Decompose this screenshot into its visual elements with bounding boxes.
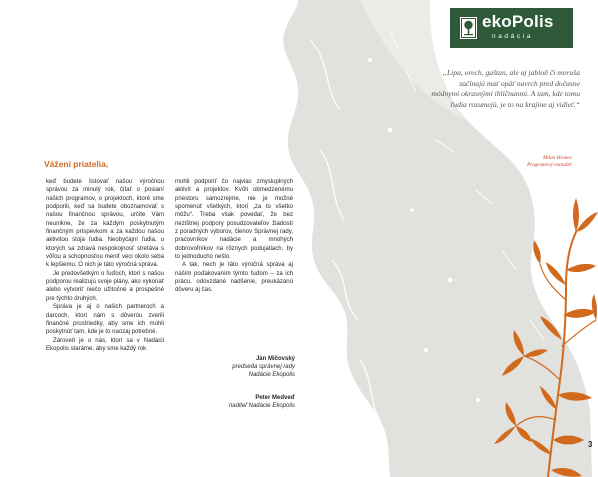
signatory-role: riaditeľ Nadácie Ekopolis: [228, 403, 295, 409]
paragraph: mohli podporiť čo najviac zmysluplných aktivít a projektov. Kvôli obmedzenému priestoru samozrejme, nie je možné spomenúť všetkých, ktorí „za to všetko môžu“. Treba však povedať, že bez nezištnej podpory posudzovateľov žiadostí z poradných výborov, členov Správnej rady, pracovníkov nadácie a mnohých dobrovoľníkov na rôznych podujatiach, by to jednoducho nešlo.: [175, 179, 293, 261]
signatory-role: predseda správnej rady: [232, 364, 295, 370]
signatory-organization: Nadácie Ekopolis: [248, 372, 295, 378]
quote-author-role: Programový manažér: [527, 162, 572, 168]
quote-author-name: Milan Hronec: [542, 155, 572, 161]
paragraph: Je predovšetkým o ľuďoch, ktorí s našou podporou realizujú svoje plány, ako vykonať alebo vytvoriť niečo užitočné a prospešné pre týchto druhých.: [46, 270, 164, 302]
paragraph: Zároveň je o nás, ktorí sa v Nadácii Ekopolis staráme, aby sme každý rok: [46, 337, 164, 352]
signatory-name: Peter Medveď: [255, 395, 295, 401]
pull-quote: „Lipa, orech, gaštan, ale aj jabloň či moruša začínajú mať opäť navrch pred dočasne módnymi okrasnými ihličnanmi. A tam, kde tomu ľudia rozumejú, je to na krajine aj vidieť.“: [431, 68, 580, 109]
paragraph: A tak, nech je táto výročná správa aj naším poďakovaním týmto ľuďom – za ich prácu, odovzdané nadšenie, preukázanú dôveru aj čas.: [175, 262, 293, 294]
logo-subtitle: nadácia: [492, 33, 533, 40]
signatory-name: Ján Mičovský: [255, 356, 295, 362]
paragraph: Správa je aj o našich partneroch a darcoch, ktorí nám s dôverou zverili finančné prostriedky, aby sme ich mohli poskytnúť tam, kde je to naozaj potrebné.: [46, 304, 164, 336]
paragraph: keď budete listovať našou výročnou správou za minulý rok, čítať o poslaní našich programov, o projektoch, ktoré sme podporili, keď sa budete oboznamovať s našou finančnou správou, určite Vám neunikne, že za každým poskytnutým finančným príspevkom a za každou našou aktivitou stoja ľudia. Neobyčajní ľudia, u ktorých sa zdravá nespokojnosť stretáva s vôľou a schopnosťou meniť veci okolo seba k lepšiemu. O nich je táto výročná správa.: [46, 179, 164, 269]
logo-name: ekoPolis: [482, 12, 554, 31]
greeting-heading: Vážení priatelia,: [44, 159, 109, 169]
page-number: 3: [588, 440, 593, 449]
